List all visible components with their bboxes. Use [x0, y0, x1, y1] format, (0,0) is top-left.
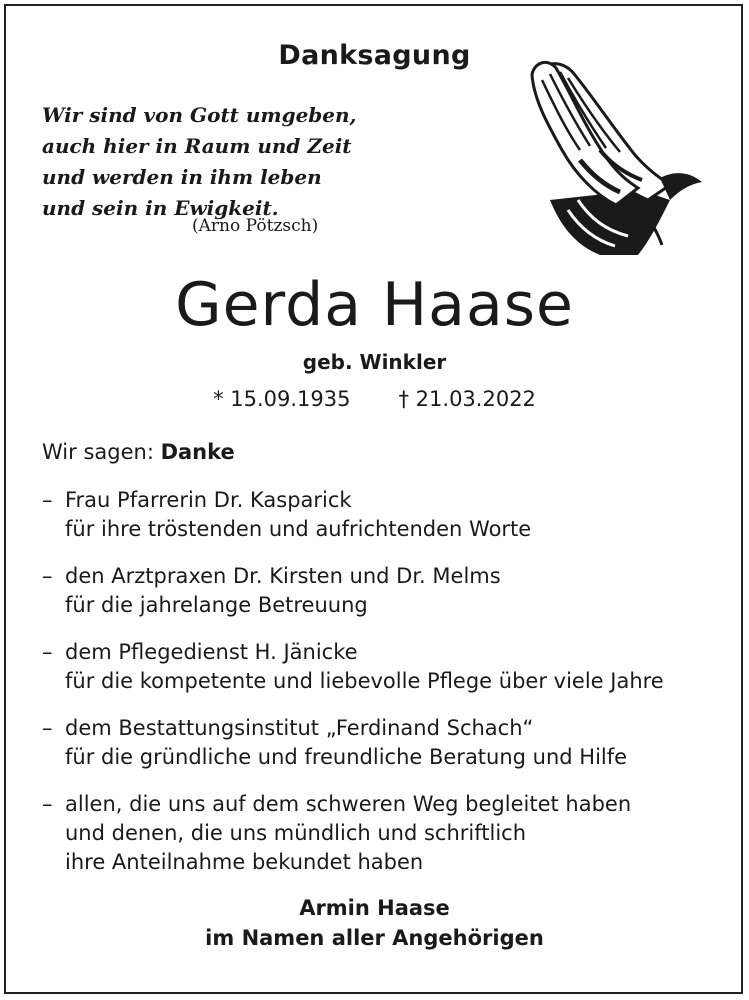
- entry-line: für ihre tröstenden und aufrichtenden Worte: [65, 517, 532, 541]
- poem-author: (Arno Pötzsch): [192, 216, 319, 236]
- praying-hands-icon: [520, 50, 710, 260]
- deceased-name: Gerda Haase: [175, 270, 574, 340]
- dash-bullet: –: [42, 640, 53, 664]
- entry-line: für die gründliche und freundliche Beratung und Hilfe: [65, 745, 628, 769]
- dash-bullet: –: [42, 792, 53, 816]
- maiden-name: geb. Winkler: [302, 350, 447, 374]
- entry-line: und denen, die uns mündlich und schriftlich: [65, 821, 527, 845]
- thanks-intro-prefix: Wir sagen:: [42, 440, 161, 464]
- thanks-entry: [42, 714, 722, 772]
- entry-line: allen, die uns auf dem schweren Weg begleitet haben: [65, 792, 632, 816]
- entry-line: für die kompetente und liebevolle Pflege über viele Jahre: [65, 669, 664, 693]
- entry-line: Frau Pfarrerin Dr. Kasparick: [65, 488, 352, 512]
- thanks-entry: [42, 562, 722, 620]
- poem-line: und sein in Ewigkeit.: [42, 196, 279, 220]
- signature-subtitle: im Namen aller Angehörigen: [205, 926, 544, 950]
- dash-bullet: –: [42, 716, 53, 740]
- thanks-entry: [42, 486, 722, 544]
- entry-line: ihre Anteilnahme bekundet haben: [65, 850, 424, 874]
- death-date: † 21.03.2022: [398, 387, 536, 411]
- poem-line: Wir sind von Gott umgeben,: [42, 103, 357, 127]
- signature-name: Armin Haase: [299, 896, 450, 920]
- thanks-entry: [42, 638, 722, 696]
- thanks-list: [42, 486, 722, 895]
- poem-line: auch hier in Raum und Zeit: [42, 134, 352, 158]
- poem-line: und werden in ihm leben: [42, 165, 322, 189]
- life-dates: [0, 387, 749, 411]
- thanks-entry: [42, 790, 722, 877]
- entry-line: dem Bestattungsinstitut „Ferdinand Schach“: [65, 716, 534, 740]
- thanks-intro: [42, 440, 235, 464]
- signature: [0, 893, 749, 953]
- entry-line: für die jahrelange Betreuung: [65, 593, 368, 617]
- thanks-intro-bold: Danke: [160, 440, 235, 464]
- birth-date: * 15.09.1935: [213, 387, 351, 411]
- entry-line: dem Pflegedienst H. Jänicke: [65, 640, 358, 664]
- entry-line: den Arztpraxen Dr. Kirsten und Dr. Melms: [65, 564, 501, 588]
- dash-bullet: –: [42, 488, 53, 512]
- poem: [42, 100, 357, 224]
- dash-bullet: –: [42, 564, 53, 588]
- notice-heading: Danksagung: [278, 40, 471, 71]
